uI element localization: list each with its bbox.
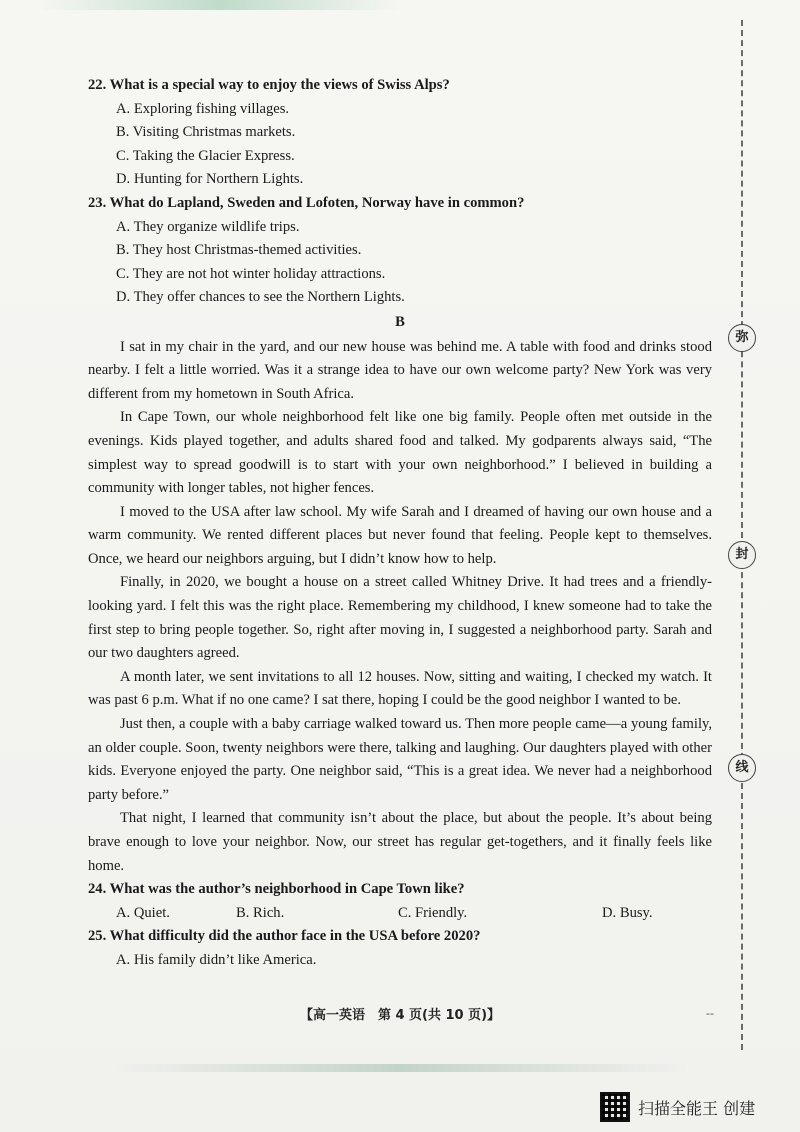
question-24-option-c: C. Friendly. [398, 904, 468, 921]
question-24-options [116, 902, 712, 926]
scan-streak-top [40, 0, 400, 10]
question-24-option-b: B. Rich. [236, 904, 285, 921]
question-22-option-c: C. Taking the Glacier Express. [116, 147, 295, 164]
passage-paragraph: I moved to the USA after law school. My wife Sarah and I dreamed of having our own house and a warm community. We rented different places but never found that feeling. People kept to themselves. Once, we heard our neighbors arguing, but I didn’t know how to help. [88, 503, 712, 567]
passage-paragraph: A month later, we sent invitations to all 12 houses. Now, sitting and waiting, I checked my watch. It was past 6 p.m. What if no one came? I sat there, hoping I could be the good neighbor I wanted to be. [88, 668, 712, 709]
scan-streak-bottom [110, 1064, 690, 1072]
question-25-option-a: A. His family didn’t like America. [116, 951, 317, 968]
question-24-stem: 24. What was the author’s neighborhood in Cape Town like? [88, 881, 465, 898]
binding-dashed-line [741, 20, 743, 1050]
question-22-option-d: D. Hunting for Northern Lights. [116, 171, 304, 188]
binding-label-mi: 弥 [728, 324, 756, 352]
question-23-option-d: D. They offer chances to see the Northern Lights. [116, 289, 405, 306]
page-content [88, 74, 712, 973]
question-22-stem: 22. What is a special way to enjoy the views of Swiss Alps? [88, 77, 450, 93]
section-b-title: B [395, 313, 405, 330]
question-25-stem: 25. What difficulty did the author face in the USA before 2020? [88, 928, 481, 945]
question-23-stem: 23. What do Lapland, Sweden and Lofoten, Norway have in common? [88, 194, 525, 211]
question-24-option-a: A. Quiet. [116, 904, 170, 921]
watermark-text: 扫描全能王 创建 [638, 1098, 756, 1118]
passage-paragraph: Finally, in 2020, we bought a house on a street called Whitney Drive. It had trees and a friendly-looking yard. I felt this was the right place. Remembering my childhood, I knew someone had to take the first step to bring people together. So, right after moving in, I suggested a neighborhood party. Sarah and our two daughters agreed. [88, 574, 712, 662]
binding-label-feng: 封 [728, 541, 756, 569]
qr-code-icon [600, 1092, 630, 1122]
question-23-option-c: C. They are not hot winter holiday attractions. [116, 265, 386, 282]
question-22-option-b: B. Visiting Christmas markets. [116, 124, 296, 141]
binding-label-xian: 线 [728, 754, 756, 782]
passage-paragraph: I sat in my chair in the yard, and our new house was behind me. A table with food and drinks stood nearby. I felt a little worried. Was it a strange idea to have our own welcome party? New York was very different from my hometown in South Africa. [88, 338, 712, 402]
question-22-option-a: A. Exploring fishing villages. [116, 100, 290, 117]
page-footer: 【高一英语 第 4 页(共 10 页)】 [299, 1008, 501, 1023]
passage-paragraph: In Cape Town, our whole neighborhood felt like one big family. People often met outside in the evenings. Kids played together, and adults shared food and talked. My godparents always said, “The simplest way to spread goodwill is to start with your own neighborhood.” I believed in building a community with longer tables, not higher fences. [88, 409, 712, 497]
scanner-watermark [600, 1090, 790, 1124]
passage-paragraph: Just then, a couple with a baby carriage walked toward us. Then more people came—a young family, an older couple. Soon, twenty neighbors were there, talking and laughing. Our daughters played with other kids. Everyone enjoyed the party. One neighbor said, “This is a great idea. We never had a neighborhood party before.” [88, 716, 712, 803]
question-23-option-a: A. They organize wildlife trips. [116, 218, 300, 235]
question-23-option-b: B. They host Christmas-themed activities. [116, 242, 362, 259]
footer-dash: -- [706, 1006, 714, 1020]
passage-paragraph: That night, I learned that community isn’t about the place, but about the people. It’s about being brave enough to love your neighbor. Now, our street has regular get-togethers, and it finally feels like home. [88, 810, 712, 874]
question-24-option-d: D. Busy. [602, 904, 653, 921]
